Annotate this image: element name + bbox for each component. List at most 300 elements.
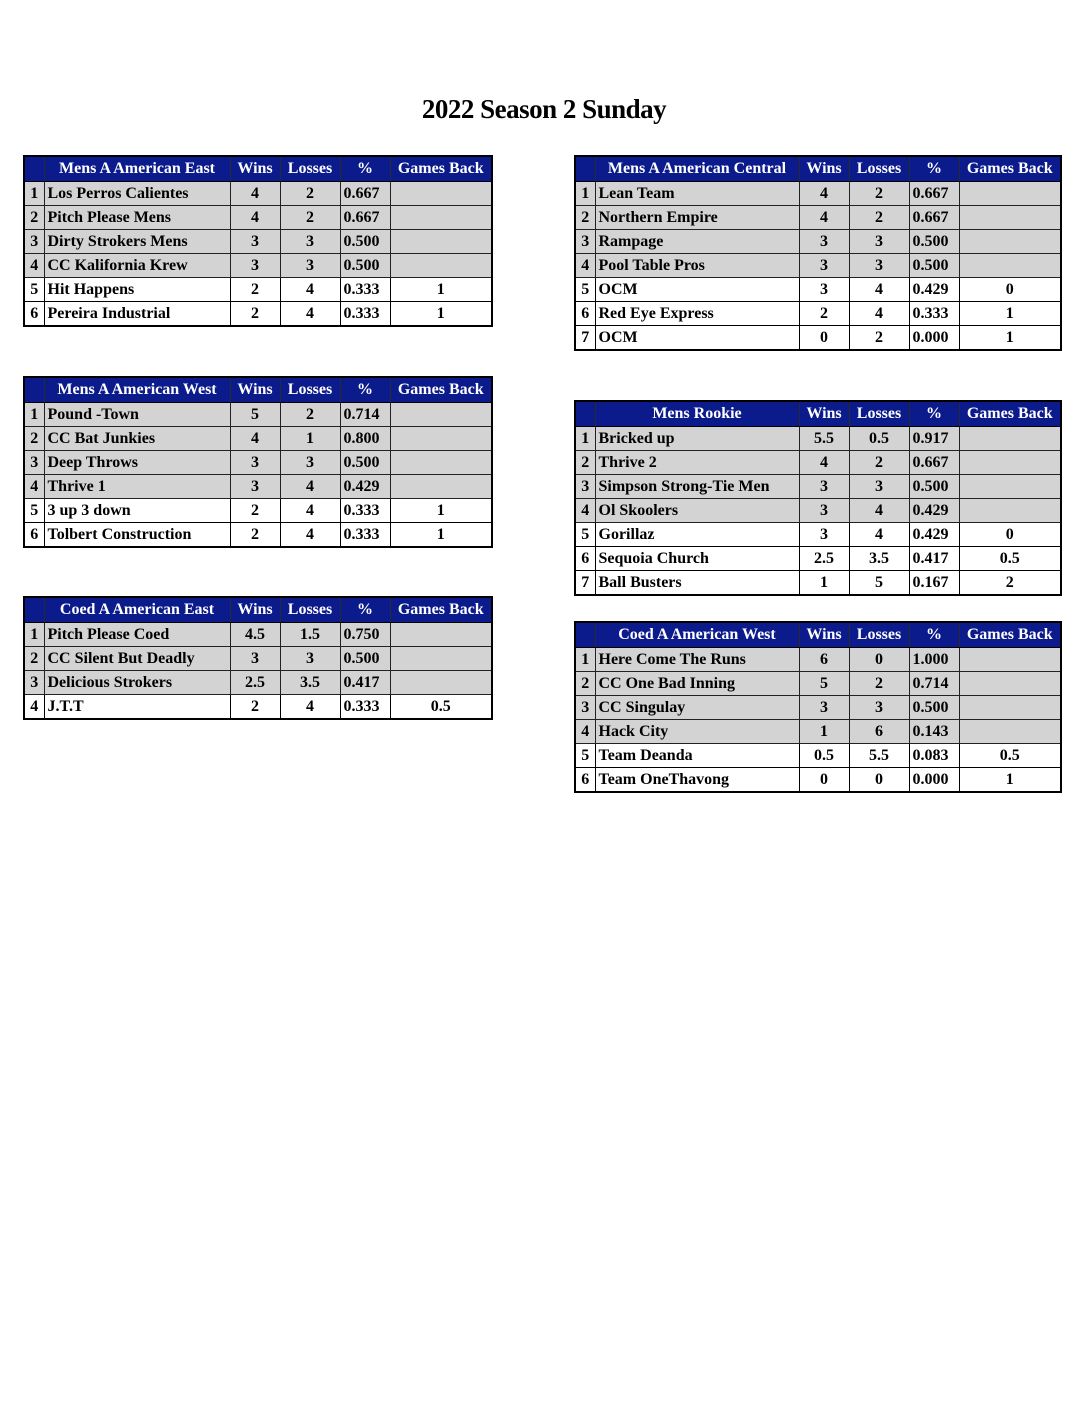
pct-cell: 0.800 [340,427,390,451]
pct-cell: 0.333 [340,499,390,523]
wins-cell: 1 [799,571,849,596]
games-back-header: Games Back [959,401,1061,427]
losses-cell: 5.5 [849,744,909,768]
table-row [24,671,492,695]
games-back-cell [959,475,1061,499]
wins-header: Wins [230,597,280,623]
losses-cell: 2 [849,326,909,351]
pct-cell: 0.417 [340,671,390,695]
team-name-cell: CC Bat Junkies [44,427,230,451]
table-row [24,302,492,327]
wins-cell: 3 [799,475,849,499]
pct-header: % [340,377,390,403]
table-row [24,475,492,499]
rank-cell: 2 [24,647,44,671]
wins-cell: 0 [799,768,849,793]
rank-cell: 7 [575,571,595,596]
pct-cell: 0.500 [340,647,390,671]
pct-cell: 0.429 [909,278,959,302]
table-row [575,547,1061,571]
games-back-cell [959,672,1061,696]
rank-cell: 6 [575,302,595,326]
games-back-cell [959,230,1061,254]
table-header-row [24,156,492,182]
pct-cell: 0.667 [340,206,390,230]
wins-cell: 3 [799,523,849,547]
games-back-cell [959,451,1061,475]
pct-cell: 0.000 [909,326,959,351]
games-back-cell: 1 [959,768,1061,793]
rank-cell: 4 [575,720,595,744]
pct-cell: 0.667 [340,182,390,206]
table-row [575,720,1061,744]
rank-cell: 4 [24,254,44,278]
table-row [575,302,1061,326]
table-header-row [575,156,1061,182]
losses-header: Losses [849,156,909,182]
losses-cell: 0 [849,648,909,672]
wins-cell: 2 [230,695,280,720]
rank-header [24,597,44,623]
rank-cell: 3 [24,671,44,695]
losses-header: Losses [280,597,340,623]
games-back-cell [390,475,492,499]
pct-cell: 0.417 [909,547,959,571]
games-back-cell [390,623,492,647]
table-row [575,768,1061,793]
losses-cell: 3.5 [280,671,340,695]
team-name-cell: Los Perros Calientes [44,182,230,206]
games-back-cell: 1 [959,326,1061,351]
pct-cell: 0.500 [340,451,390,475]
wins-cell: 2 [230,523,280,548]
games-back-header: Games Back [390,377,492,403]
standings-table [23,596,493,720]
team-name-cell: CC Kalifornia Krew [44,254,230,278]
rank-cell: 6 [24,302,44,327]
table-row [24,230,492,254]
games-back-cell [390,427,492,451]
pct-cell: 0.333 [340,302,390,327]
losses-cell: 3 [280,254,340,278]
team-name-cell: Rampage [595,230,799,254]
wins-header: Wins [230,377,280,403]
wins-cell: 0.5 [799,744,849,768]
table-row [575,182,1061,206]
table-row [24,451,492,475]
rank-cell: 4 [575,499,595,523]
rank-cell: 4 [24,475,44,499]
rank-header [575,156,595,182]
standings-table [574,155,1062,351]
team-name-cell: Here Come The Runs [595,648,799,672]
games-back-cell: 1 [390,302,492,327]
table-row [24,647,492,671]
team-name-cell: Bricked up [595,427,799,451]
games-back-cell [390,451,492,475]
table-row [575,475,1061,499]
table-row [575,326,1061,351]
losses-cell: 2 [849,672,909,696]
table-row [24,278,492,302]
wins-cell: 3 [799,278,849,302]
division-name: Mens A American Central [595,156,799,182]
rank-cell: 3 [24,451,44,475]
wins-cell: 3 [230,230,280,254]
table-row [575,427,1061,451]
games-back-cell: 0.5 [959,547,1061,571]
pct-cell: 0.333 [340,278,390,302]
table-header-row [575,401,1061,427]
losses-cell: 4 [849,278,909,302]
wins-cell: 5.5 [799,427,849,451]
team-name-cell: Deep Throws [44,451,230,475]
losses-cell: 2 [849,451,909,475]
wins-cell: 4.5 [230,623,280,647]
rank-cell: 1 [575,427,595,451]
team-name-cell: Red Eye Express [595,302,799,326]
team-name-cell: OCM [595,326,799,351]
table-header-row [24,597,492,623]
pct-header: % [909,622,959,648]
games-back-cell [959,648,1061,672]
rank-cell: 5 [575,278,595,302]
table-row [575,206,1061,230]
team-name-cell: Thrive 1 [44,475,230,499]
losses-cell: 4 [280,499,340,523]
wins-cell: 3 [230,254,280,278]
losses-cell: 4 [280,302,340,327]
team-name-cell: Northern Empire [595,206,799,230]
team-name-cell: Team OneThavong [595,768,799,793]
pct-header: % [340,156,390,182]
rank-cell: 5 [575,523,595,547]
table-row [575,696,1061,720]
losses-cell: 3 [280,451,340,475]
wins-cell: 4 [799,451,849,475]
rank-cell: 7 [575,326,595,351]
division-name: Coed A American West [595,622,799,648]
pct-cell: 0.000 [909,768,959,793]
pct-cell: 0.429 [909,523,959,547]
table-row [24,523,492,548]
losses-cell: 5 [849,571,909,596]
pct-cell: 0.714 [340,403,390,427]
wins-cell: 5 [230,403,280,427]
table-row [575,230,1061,254]
table-row [575,571,1061,596]
wins-cell: 2.5 [230,671,280,695]
pct-cell: 0.750 [340,623,390,647]
division-name: Mens A American East [44,156,230,182]
games-back-cell: 1 [390,499,492,523]
rank-cell: 2 [575,451,595,475]
games-back-cell [959,720,1061,744]
games-back-cell [959,182,1061,206]
pct-header: % [909,156,959,182]
pct-cell: 0.667 [909,451,959,475]
team-name-cell: CC Singulay [595,696,799,720]
table-row [24,403,492,427]
games-back-header: Games Back [390,156,492,182]
team-name-cell: Pereira Industrial [44,302,230,327]
table-header-row [24,377,492,403]
rank-cell: 1 [24,623,44,647]
pct-cell: 0.500 [340,230,390,254]
table-row [575,672,1061,696]
games-back-cell [390,182,492,206]
table-row [575,254,1061,278]
pct-cell: 0.333 [909,302,959,326]
pct-cell: 0.500 [909,475,959,499]
losses-cell: 2 [849,206,909,230]
wins-cell: 2 [230,302,280,327]
games-back-header: Games Back [959,156,1061,182]
games-back-cell: 2 [959,571,1061,596]
rank-cell: 2 [24,206,44,230]
games-back-cell [390,206,492,230]
pct-cell: 0.917 [909,427,959,451]
table-row [575,648,1061,672]
wins-cell: 3 [230,647,280,671]
rank-cell: 1 [575,182,595,206]
rank-cell: 5 [575,744,595,768]
pct-cell: 0.143 [909,720,959,744]
pct-header: % [909,401,959,427]
games-back-cell: 0 [959,278,1061,302]
pct-cell: 0.714 [909,672,959,696]
standings-table [574,621,1062,793]
rank-cell: 5 [24,499,44,523]
team-name-cell: Pound -Town [44,403,230,427]
pct-header: % [340,597,390,623]
rank-cell: 4 [575,254,595,278]
wins-cell: 4 [799,206,849,230]
losses-cell: 3 [849,475,909,499]
losses-cell: 4 [280,278,340,302]
losses-header: Losses [280,377,340,403]
losses-cell: 3.5 [849,547,909,571]
pct-cell: 0.167 [909,571,959,596]
losses-cell: 2 [280,206,340,230]
rank-cell: 3 [575,696,595,720]
games-back-cell: 1 [390,278,492,302]
games-back-cell: 1 [959,302,1061,326]
table-header-row [575,622,1061,648]
losses-cell: 2 [849,182,909,206]
losses-cell: 4 [849,302,909,326]
wins-header: Wins [799,622,849,648]
rank-cell: 3 [24,230,44,254]
wins-cell: 3 [230,475,280,499]
wins-header: Wins [799,401,849,427]
rank-cell: 2 [575,206,595,230]
pct-cell: 0.083 [909,744,959,768]
division-name: Coed A American East [44,597,230,623]
rank-cell: 4 [24,695,44,720]
rank-cell: 6 [575,547,595,571]
team-name-cell: Lean Team [595,182,799,206]
table-row [24,254,492,278]
table-row [575,451,1061,475]
losses-cell: 2 [280,182,340,206]
team-name-cell: Thrive 2 [595,451,799,475]
wins-cell: 3 [799,499,849,523]
team-name-cell: OCM [595,278,799,302]
wins-cell: 3 [230,451,280,475]
rank-cell: 5 [24,278,44,302]
losses-cell: 4 [280,475,340,499]
losses-cell: 0 [849,768,909,793]
losses-cell: 4 [280,523,340,548]
rank-cell: 6 [24,523,44,548]
games-back-cell [959,206,1061,230]
games-back-cell: 1 [390,523,492,548]
table-row [575,744,1061,768]
losses-cell: 0.5 [849,427,909,451]
rank-cell: 3 [575,230,595,254]
table-row [24,695,492,720]
team-name-cell: Ball Busters [595,571,799,596]
team-name-cell: Dirty Strokers Mens [44,230,230,254]
losses-header: Losses [849,622,909,648]
losses-cell: 3 [849,230,909,254]
games-back-cell [390,230,492,254]
wins-cell: 2 [230,278,280,302]
rank-header [575,401,595,427]
rank-header [575,622,595,648]
rank-header [24,156,44,182]
games-back-header: Games Back [959,622,1061,648]
games-back-cell [390,647,492,671]
pct-cell: 0.500 [909,696,959,720]
wins-cell: 6 [799,648,849,672]
pct-cell: 0.429 [909,499,959,523]
table-row [24,206,492,230]
losses-cell: 1.5 [280,623,340,647]
games-back-cell: 0.5 [390,695,492,720]
losses-header: Losses [849,401,909,427]
wins-cell: 3 [799,696,849,720]
team-name-cell: Ol Skoolers [595,499,799,523]
pct-cell: 0.667 [909,206,959,230]
table-row [24,182,492,206]
games-back-cell [959,499,1061,523]
losses-cell: 3 [280,230,340,254]
wins-cell: 4 [799,182,849,206]
losses-header: Losses [280,156,340,182]
wins-cell: 5 [799,672,849,696]
division-name: Mens A American West [44,377,230,403]
games-back-header: Games Back [390,597,492,623]
losses-cell: 4 [849,499,909,523]
games-back-cell [390,403,492,427]
losses-cell: 6 [849,720,909,744]
team-name-cell: Hack City [595,720,799,744]
losses-cell: 2 [280,403,340,427]
losses-cell: 3 [280,647,340,671]
pct-cell: 1.000 [909,648,959,672]
games-back-cell [959,427,1061,451]
rank-cell: 1 [24,403,44,427]
team-name-cell: Simpson Strong-Tie Men [595,475,799,499]
rank-cell: 1 [575,648,595,672]
rank-cell: 3 [575,475,595,499]
team-name-cell: J.T.T [44,695,230,720]
pct-cell: 0.333 [340,695,390,720]
team-name-cell: Pitch Please Coed [44,623,230,647]
team-name-cell: Sequoia Church [595,547,799,571]
wins-cell: 2 [230,499,280,523]
pct-cell: 0.500 [909,254,959,278]
games-back-cell: 0 [959,523,1061,547]
losses-cell: 4 [849,523,909,547]
standings-table [23,376,493,548]
team-name-cell: CC One Bad Inning [595,672,799,696]
pct-cell: 0.500 [909,230,959,254]
games-back-cell [390,254,492,278]
pct-cell: 0.333 [340,523,390,548]
wins-cell: 2 [799,302,849,326]
rank-cell: 2 [575,672,595,696]
pct-cell: 0.667 [909,182,959,206]
standings-table [574,400,1062,596]
wins-cell: 0 [799,326,849,351]
wins-cell: 4 [230,182,280,206]
wins-cell: 3 [799,230,849,254]
games-back-cell: 0.5 [959,744,1061,768]
table-row [575,499,1061,523]
team-name-cell: Pool Table Pros [595,254,799,278]
standings-table [23,155,493,327]
losses-cell: 1 [280,427,340,451]
pct-cell: 0.429 [340,475,390,499]
team-name-cell: Delicious Strokers [44,671,230,695]
table-row [24,623,492,647]
rank-cell: 2 [24,427,44,451]
wins-cell: 2.5 [799,547,849,571]
games-back-cell [390,671,492,695]
wins-header: Wins [799,156,849,182]
division-name: Mens Rookie [595,401,799,427]
games-back-cell [959,254,1061,278]
losses-cell: 4 [280,695,340,720]
table-row [24,427,492,451]
games-back-cell [959,696,1061,720]
table-row [575,278,1061,302]
team-name-cell: Pitch Please Mens [44,206,230,230]
table-row [575,523,1061,547]
team-name-cell: Team Deanda [595,744,799,768]
team-name-cell: CC Silent But Deadly [44,647,230,671]
team-name-cell: Tolbert Construction [44,523,230,548]
rank-header [24,377,44,403]
wins-cell: 4 [230,427,280,451]
losses-cell: 3 [849,696,909,720]
page-title: 2022 Season 2 Sunday [421,94,667,124]
table-row [24,499,492,523]
pct-cell: 0.500 [340,254,390,278]
team-name-cell: Gorillaz [595,523,799,547]
wins-header: Wins [230,156,280,182]
wins-cell: 1 [799,720,849,744]
rank-cell: 6 [575,768,595,793]
losses-cell: 3 [849,254,909,278]
rank-cell: 1 [24,182,44,206]
team-name-cell: Hit Happens [44,278,230,302]
wins-cell: 4 [230,206,280,230]
wins-cell: 3 [799,254,849,278]
